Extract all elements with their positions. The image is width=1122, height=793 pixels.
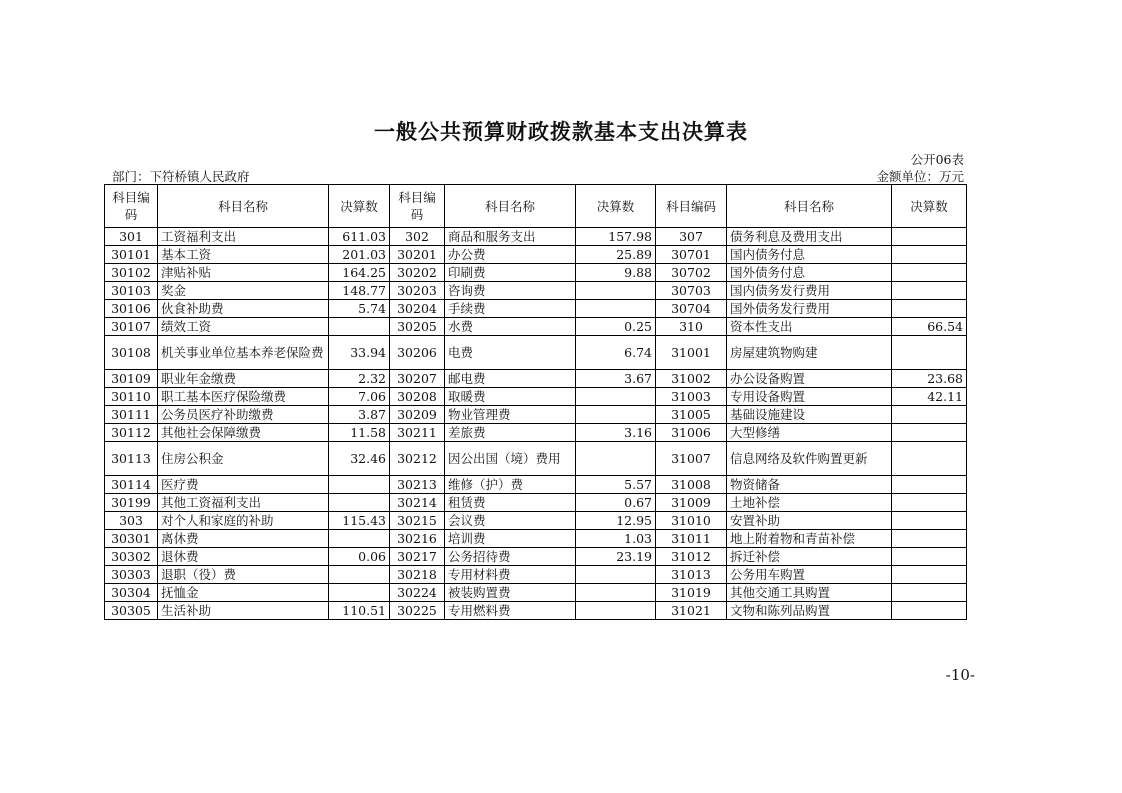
table-row [105,246,967,264]
amount-cell: 3.16 [576,424,656,442]
amount-cell: 25.89 [576,246,656,264]
amount-cell [576,282,656,300]
name-cell: 国外债务付息 [727,264,892,282]
amount-cell: 6.74 [576,336,656,370]
amount-cell: 201.03 [329,246,390,264]
name-cell: 地上附着物和青苗补偿 [727,530,892,548]
name-cell: 邮电费 [445,370,576,388]
table-row [105,512,967,530]
code-cell: 31002 [656,370,727,388]
amount-cell: 66.54 [892,318,967,336]
code-cell: 30218 [390,566,445,584]
name-cell: 公务员医疗补助缴费 [158,406,329,424]
name-cell: 伙食补助费 [158,300,329,318]
amount-cell [892,424,967,442]
code-cell: 31007 [656,442,727,476]
code-cell: 30207 [390,370,445,388]
code-cell: 31008 [656,476,727,494]
code-cell: 30199 [105,494,158,512]
name-cell: 基本工资 [158,246,329,264]
amount-cell: 7.06 [329,388,390,406]
header-code-1: 科目编码 [105,185,158,228]
name-cell: 医疗费 [158,476,329,494]
amount-cell [892,476,967,494]
amount-cell [576,388,656,406]
name-cell: 退休费 [158,548,329,566]
table-code: 公开06表 [910,152,964,167]
amount-cell [576,442,656,476]
code-cell: 30103 [105,282,158,300]
amount-cell [892,512,967,530]
code-cell: 30704 [656,300,727,318]
name-cell: 对个人和家庭的补助 [158,512,329,530]
name-cell: 办公费 [445,246,576,264]
name-cell: 咨询费 [445,282,576,300]
code-cell: 30304 [105,584,158,602]
amount-cell: 33.94 [329,336,390,370]
name-cell: 资本性支出 [727,318,892,336]
code-cell: 301 [105,228,158,246]
code-cell: 30202 [390,264,445,282]
code-cell: 30701 [656,246,727,264]
amount-cell: 3.67 [576,370,656,388]
amount-cell: 9.88 [576,264,656,282]
amount-cell [892,246,967,264]
amount-cell [892,584,967,602]
name-cell: 津贴补贴 [158,264,329,282]
code-cell: 31013 [656,566,727,584]
table-row [105,476,967,494]
name-cell: 信息网络及软件购置更新 [727,442,892,476]
code-cell: 30107 [105,318,158,336]
amount-cell [892,228,967,246]
header-amount-1: 决算数 [329,185,390,228]
code-cell: 302 [390,228,445,246]
name-cell: 被装购置费 [445,584,576,602]
amount-cell: 32.46 [329,442,390,476]
amount-cell: 2.32 [329,370,390,388]
name-cell: 基础设施建设 [727,406,892,424]
amount-cell [329,584,390,602]
amount-cell [892,602,967,620]
amount-cell: 42.11 [892,388,967,406]
code-cell: 30217 [390,548,445,566]
name-cell: 培训费 [445,530,576,548]
name-cell: 大型修缮 [727,424,892,442]
amount-cell: 1.03 [576,530,656,548]
table-row [105,548,967,566]
code-cell: 30101 [105,246,158,264]
code-cell: 30110 [105,388,158,406]
amount-cell: 23.68 [892,370,967,388]
budget-table [104,184,967,620]
amount-cell [892,494,967,512]
page-title: 一般公共预算财政拨款基本支出决算表 [374,119,748,144]
table-row [105,406,967,424]
amount-cell: 3.87 [329,406,390,424]
name-cell: 办公设备购置 [727,370,892,388]
code-cell: 30206 [390,336,445,370]
name-cell: 其他社会保障缴费 [158,424,329,442]
name-cell: 国外债务发行费用 [727,300,892,318]
table-row [105,336,967,370]
name-cell: 安置补助 [727,512,892,530]
amount-cell: 611.03 [329,228,390,246]
name-cell: 因公出国（境）费用 [445,442,576,476]
code-cell: 30216 [390,530,445,548]
code-cell: 31021 [656,602,727,620]
header-code-2: 科目编码 [390,185,445,228]
amount-cell [576,300,656,318]
name-cell: 拆迁补偿 [727,548,892,566]
name-cell: 差旅费 [445,424,576,442]
name-cell: 生活补助 [158,602,329,620]
name-cell: 国内债务发行费用 [727,282,892,300]
name-cell: 公务用车购置 [727,566,892,584]
amount-cell [576,566,656,584]
code-cell: 31006 [656,424,727,442]
name-cell: 专用设备购置 [727,388,892,406]
code-cell: 30108 [105,336,158,370]
code-cell: 30205 [390,318,445,336]
name-cell: 物资储备 [727,476,892,494]
amount-cell [892,282,967,300]
code-cell: 30215 [390,512,445,530]
code-cell: 30214 [390,494,445,512]
header-row [105,185,967,228]
amount-cell [576,584,656,602]
table-row [105,282,967,300]
code-cell: 30203 [390,282,445,300]
code-cell: 31001 [656,336,727,370]
name-cell: 会议费 [445,512,576,530]
code-cell: 30211 [390,424,445,442]
amount-cell: 0.25 [576,318,656,336]
amount-cell: 115.43 [329,512,390,530]
amount-cell [892,442,967,476]
code-cell: 310 [656,318,727,336]
header-name-2: 科目名称 [445,185,576,228]
code-cell: 30109 [105,370,158,388]
code-cell: 31005 [656,406,727,424]
code-cell: 30112 [105,424,158,442]
header-name-1: 科目名称 [158,185,329,228]
code-cell: 30102 [105,264,158,282]
name-cell: 退职（役）费 [158,566,329,584]
name-cell: 职工基本医疗保险缴费 [158,388,329,406]
name-cell: 离休费 [158,530,329,548]
amount-cell [892,336,967,370]
name-cell: 公务招待费 [445,548,576,566]
code-cell: 30208 [390,388,445,406]
code-cell: 30702 [656,264,727,282]
code-cell: 30303 [105,566,158,584]
amount-cell: 11.58 [329,424,390,442]
code-cell: 30301 [105,530,158,548]
name-cell: 机关事业单位基本养老保险费 [158,336,329,370]
header-name-3: 科目名称 [727,185,892,228]
amount-cell: 157.98 [576,228,656,246]
code-cell: 30106 [105,300,158,318]
name-cell: 其他工资福利支出 [158,494,329,512]
name-cell: 土地补偿 [727,494,892,512]
table-row [105,318,967,336]
amount-cell [329,476,390,494]
code-cell: 307 [656,228,727,246]
name-cell: 绩效工资 [158,318,329,336]
table-row [105,370,967,388]
amount-cell [892,530,967,548]
code-cell: 31003 [656,388,727,406]
header-amount-2: 决算数 [576,185,656,228]
code-cell: 30224 [390,584,445,602]
name-cell: 其他交通工具购置 [727,584,892,602]
name-cell: 房屋建筑物购建 [727,336,892,370]
name-cell: 印刷费 [445,264,576,282]
name-cell: 手续费 [445,300,576,318]
code-cell: 31019 [656,584,727,602]
name-cell: 文物和陈列品购置 [727,602,892,620]
code-cell: 31009 [656,494,727,512]
code-cell: 30213 [390,476,445,494]
amount-cell: 12.95 [576,512,656,530]
name-cell: 专用材料费 [445,566,576,584]
name-cell: 国内债务付息 [727,246,892,264]
amount-cell: 5.74 [329,300,390,318]
name-cell: 职业年金缴费 [158,370,329,388]
amount-cell: 110.51 [329,602,390,620]
name-cell: 住房公积金 [158,442,329,476]
code-cell: 30305 [105,602,158,620]
name-cell: 电费 [445,336,576,370]
amount-cell [576,602,656,620]
code-cell: 30225 [390,602,445,620]
name-cell: 水费 [445,318,576,336]
table-row [105,388,967,406]
unit-label: 金额单位：万元 [876,169,964,184]
name-cell: 专用燃料费 [445,602,576,620]
amount-cell: 0.06 [329,548,390,566]
amount-cell [329,530,390,548]
amount-cell: 5.57 [576,476,656,494]
amount-cell: 164.25 [329,264,390,282]
table-row [105,494,967,512]
amount-cell: 0.67 [576,494,656,512]
amount-cell [892,406,967,424]
table-row [105,530,967,548]
amount-cell [329,318,390,336]
name-cell: 商品和服务支出 [445,228,576,246]
name-cell: 租赁费 [445,494,576,512]
code-cell: 30209 [390,406,445,424]
table-row [105,602,967,620]
code-cell: 30111 [105,406,158,424]
table-row [105,228,967,246]
table-row [105,566,967,584]
amount-cell [892,300,967,318]
code-cell: 31011 [656,530,727,548]
code-cell: 30201 [390,246,445,264]
name-cell: 工资福利支出 [158,228,329,246]
code-cell: 31010 [656,512,727,530]
table-row [105,442,967,476]
code-cell: 30113 [105,442,158,476]
code-cell: 30703 [656,282,727,300]
amount-cell: 23.19 [576,548,656,566]
amount-cell: 148.77 [329,282,390,300]
table-row [105,424,967,442]
table-row [105,584,967,602]
code-cell: 31012 [656,548,727,566]
department-label: 部门：下符桥镇人民政府 [112,169,250,184]
amount-cell [329,494,390,512]
name-cell: 债务利息及费用支出 [727,228,892,246]
code-cell: 303 [105,512,158,530]
name-cell: 抚恤金 [158,584,329,602]
code-cell: 30204 [390,300,445,318]
amount-cell [576,406,656,424]
amount-cell [892,264,967,282]
header-amount-3: 决算数 [892,185,967,228]
name-cell: 物业管理费 [445,406,576,424]
name-cell: 奖金 [158,282,329,300]
table-row [105,300,967,318]
amount-cell [329,566,390,584]
code-cell: 30302 [105,548,158,566]
code-cell: 30212 [390,442,445,476]
table-row [105,264,967,282]
amount-cell [892,566,967,584]
header-code-3: 科目编码 [656,185,727,228]
page-number: -10- [945,666,975,684]
name-cell: 维修（护）费 [445,476,576,494]
name-cell: 取暖费 [445,388,576,406]
amount-cell [892,548,967,566]
code-cell: 30114 [105,476,158,494]
